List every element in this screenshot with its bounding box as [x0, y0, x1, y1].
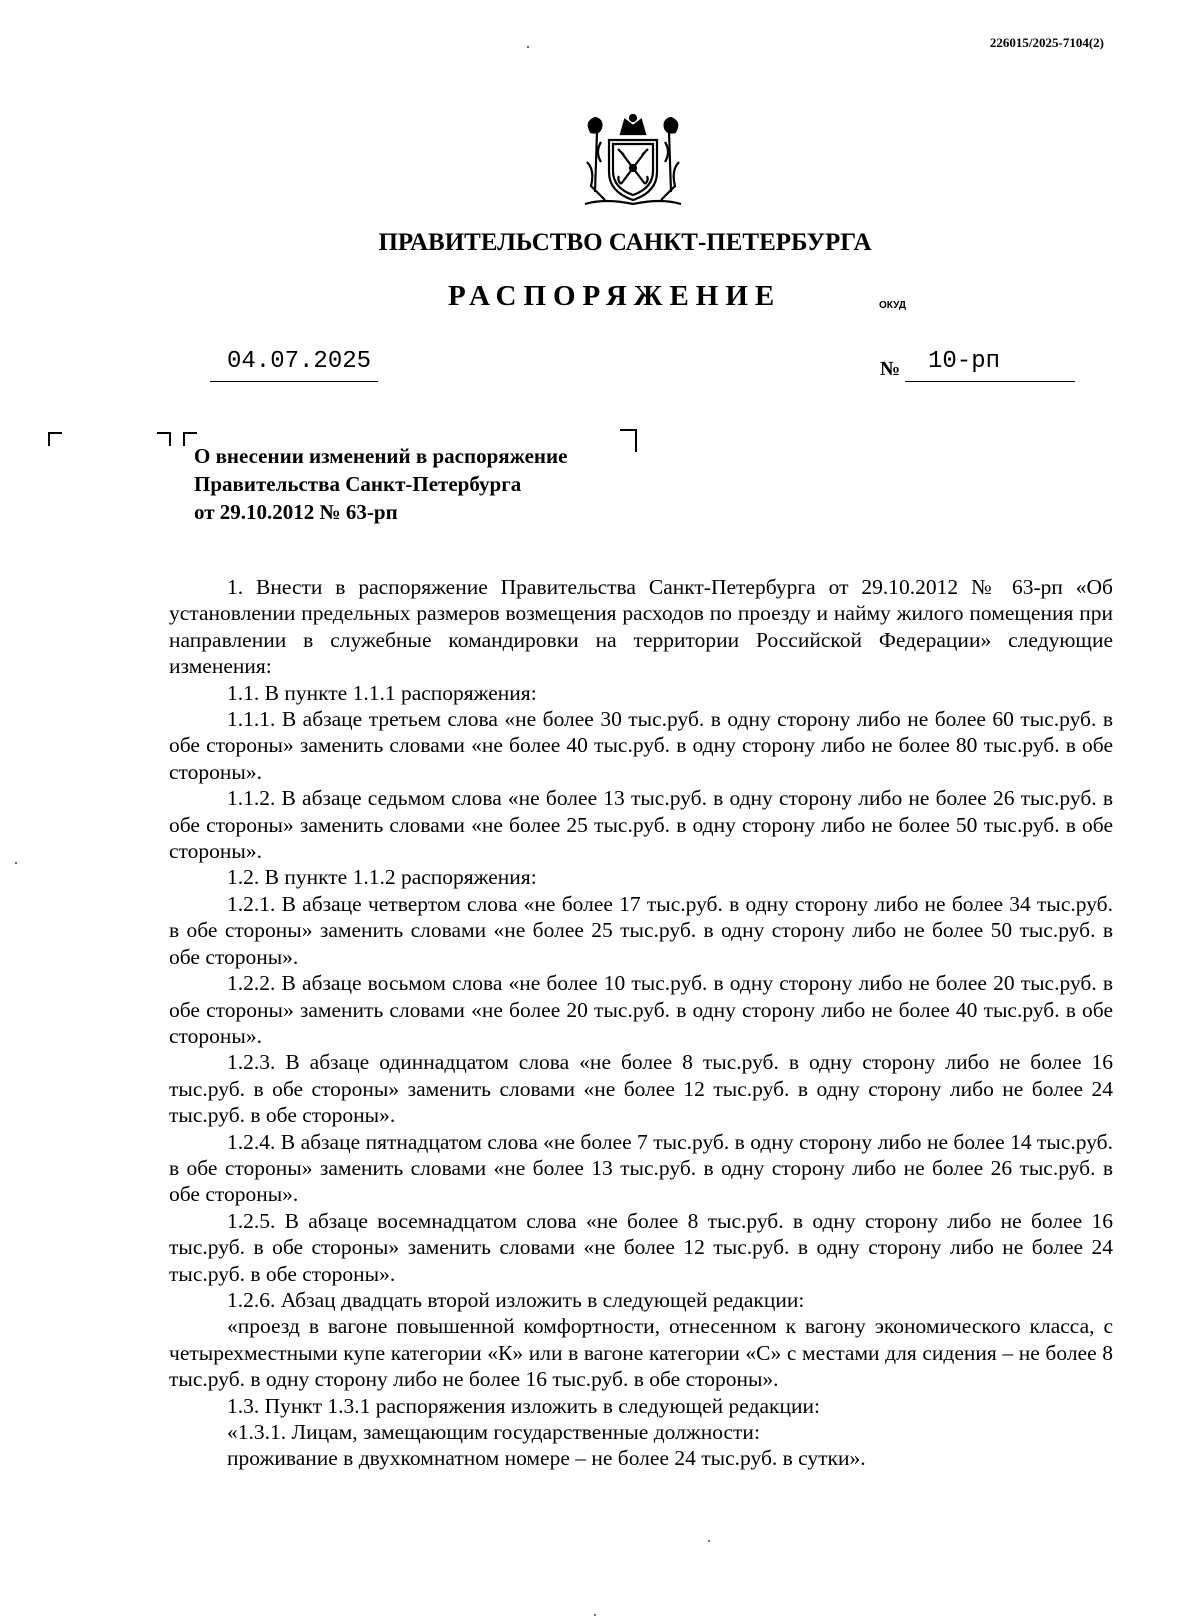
okud-label: ОКУД [879, 300, 906, 311]
body-paragraph: проживание в двухкомнатном номере – не более 24 тыс.руб. в сутки». [227, 1446, 866, 1471]
body-paragraph: 1.2.4. В абзаце пятнадцатом слова «не более 7 тыс.руб. в одну сторону либо не более 14 тыс.руб. в обе стороны» заменить словами «не более 13 тыс.руб. в одну сторону либо не более 26 тыс.руб. в обе стороны». [169, 1129, 1113, 1207]
number-field [905, 348, 1075, 382]
corner-mark [620, 429, 637, 452]
subject-line: О внесении изменений в распоряжение [194, 444, 568, 468]
body-paragraph: 1. Внести в распоряжение Правительства Санкт-Петербурга от 29.10.2012 № 63-рп «Об установлении предельных размеров возмещения расходов по проезду и найму жилого помещения при направлении в служебные командировки на территории Российской Федерации» следующие изменения: [169, 575, 1113, 679]
date-field [210, 348, 378, 382]
body-paragraph: «проезд в вагоне повышенной комфортности, отнесенном к вагону экономического класса, с четырехместными купе категории «К» или в вагоне категории «С» с местами для сидения – не более 8 тыс.руб. в одну сторону либо не более 16 тыс.руб. в обе стороны». [169, 1314, 1113, 1392]
body-paragraph: 1.2.6. Абзац двадцать второй изложить в следующей редакции: [227, 1287, 805, 1312]
subject-line: Правительства Санкт-Петербурга [194, 472, 522, 496]
body-paragraph: 1.2.5. В абзаце восемнадцатом слова «не более 8 тыс.руб. в одну сторону либо не более 16 тыс.руб. в обе стороны» заменить словами «не более 12 тыс.руб. в одну сторону либо не более 24 тыс.руб. в обе стороны». [169, 1208, 1113, 1286]
scan-speck [15, 862, 17, 864]
document-date: 04.07.2025 [227, 348, 372, 375]
spb-coat-of-arms-icon [577, 112, 689, 212]
corner-mark [157, 432, 171, 446]
subject-line: от 29.10.2012 № 63-рп [194, 500, 398, 524]
body-paragraph: 1.2.2. В абзаце восьмом слова «не более 10 тыс.руб. в одну сторону либо не более 20 тыс.руб. в обе стороны» заменить словами «не более 20 тыс.руб. в одну сторону либо не более 40 тыс.руб. в обе стороны». [169, 971, 1113, 1048]
scan-speck [594, 1614, 596, 1616]
corner-mark [48, 432, 62, 446]
body-paragraph: «1.3.1. Лицам, замещающим государственные должности: [227, 1420, 760, 1444]
body-paragraph: 1.1.2. В абзаце седьмом слова «не более 13 тыс.руб. в одну сторону либо не более 26 тыс.руб. в обе стороны» заменить словами «не более 25 тыс.руб. в одну сторону либо не более 50 тыс.руб. в обе стороны». [169, 786, 1113, 864]
scan-speck [708, 1540, 710, 1542]
body-paragraph: 1.2.1. В абзаце четвертом слова «не более 17 тыс.руб. в одну сторону либо не более 34 тыс.руб. в обе стороны» заменить словами «не более 25 тыс.руб. в одну сторону либо не более 50 тыс.руб. в обе стороны». [169, 891, 1113, 969]
document-number: 10-рп [928, 348, 1001, 375]
organization-name: ПРАВИТЕЛЬСТВО САНКТ-ПЕТЕРБУРГА [378, 229, 872, 256]
document-body [169, 574, 1113, 1472]
document-type: РАСПОРЯЖЕНИЕ [448, 280, 782, 312]
body-paragraph: 1.1.1. В абзаце третьем слова «не более 30 тыс.руб. в одну сторону либо не более 60 тыс.руб. в обе стороны» заменить словами «не более 40 тыс.руб. в одну сторону либо не более 80 тыс.руб. в обе стороны». [169, 707, 1113, 784]
body-paragraph: 1.3. Пункт 1.3.1 распоряжения изложить в следующей редакции: [227, 1393, 820, 1418]
body-paragraph: 1.2. В пункте 1.1.2 распоряжения: [227, 865, 537, 890]
document-subject [194, 442, 567, 526]
document-id: 226015/2025-7104(2) [989, 35, 1104, 50]
body-paragraph: 1.1. В пункте 1.1.1 распоряжения: [227, 680, 537, 705]
number-sign: № [880, 358, 901, 380]
scan-speck [527, 46, 529, 48]
body-paragraph: 1.2.3. В абзаце одиннадцатом слова «не более 8 тыс.руб. в одну сторону либо не более 16 тыс.руб. в обе стороны» заменить словами «не более 12 тыс.руб. в одну сторону либо не более 24 тыс.руб. в обе стороны». [169, 1050, 1113, 1128]
